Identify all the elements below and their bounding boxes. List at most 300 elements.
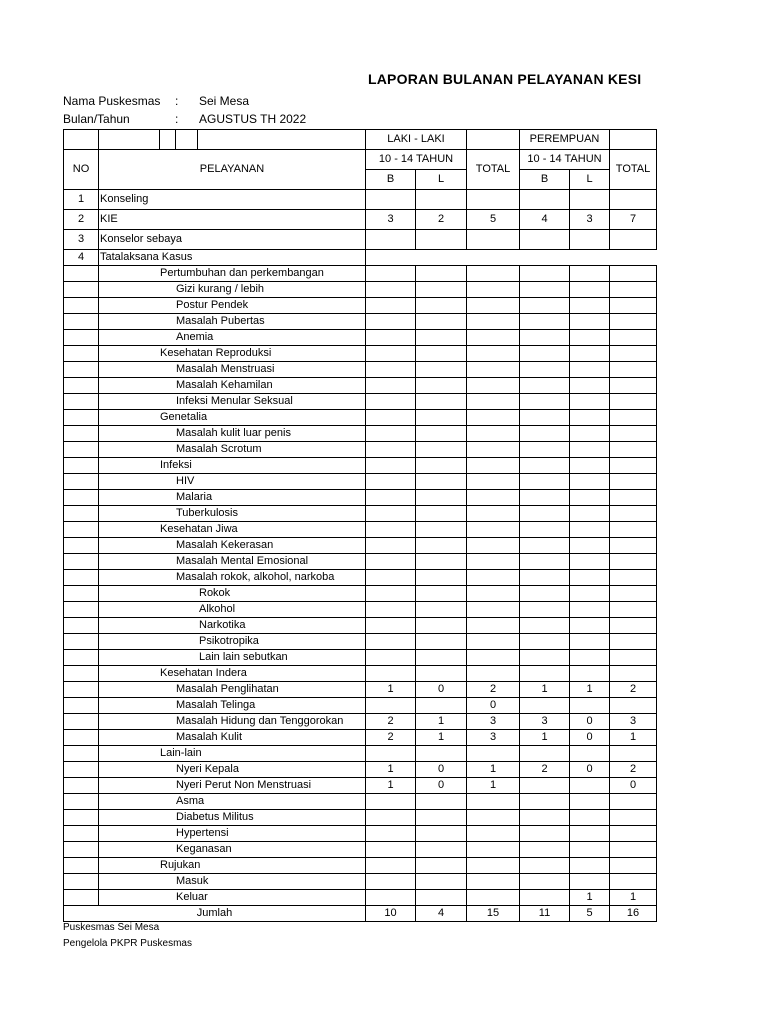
row-no <box>64 490 99 506</box>
value-cell <box>416 266 467 282</box>
value-cell: 1 <box>520 682 570 698</box>
value-cell <box>366 810 416 826</box>
value-cell <box>467 570 520 586</box>
value-cell <box>610 586 657 602</box>
value-cell <box>570 458 610 474</box>
row-no <box>64 442 99 458</box>
value-cell <box>416 666 467 682</box>
value-cell <box>416 230 467 250</box>
table-row <box>64 314 657 330</box>
value-cell <box>570 778 610 794</box>
row-label: Lain lain sebutkan <box>99 650 366 666</box>
value-cell <box>416 746 467 762</box>
value-cell <box>520 634 570 650</box>
row-no <box>64 826 99 842</box>
table-row <box>64 394 657 410</box>
row-no <box>64 618 99 634</box>
table-row <box>64 378 657 394</box>
value-cell <box>520 618 570 634</box>
row-no <box>64 778 99 794</box>
row-no <box>64 714 99 730</box>
value-cell <box>520 522 570 538</box>
puskesmas-separator: : <box>175 94 179 108</box>
row-no <box>64 362 99 378</box>
value-cell <box>467 618 520 634</box>
row-no: 4 <box>64 250 99 266</box>
value-cell <box>610 346 657 362</box>
value-cell <box>416 570 467 586</box>
value-cell <box>366 330 416 346</box>
periode-value: AGUSTUS TH 2022 <box>199 112 307 126</box>
value-cell <box>467 666 520 682</box>
jumlah-row <box>64 906 657 922</box>
value-cell <box>416 190 467 210</box>
table-row <box>64 874 657 890</box>
row-label: KIE <box>99 210 366 230</box>
jumlah-value: 16 <box>610 906 657 922</box>
value-cell <box>520 874 570 890</box>
value-cell <box>366 250 416 266</box>
value-cell <box>366 362 416 378</box>
row-no <box>64 634 99 650</box>
value-cell <box>570 506 610 522</box>
row-no <box>64 570 99 586</box>
puskesmas-value: Sei Mesa <box>199 94 250 108</box>
value-cell: 0 <box>570 762 610 778</box>
value-cell <box>570 346 610 362</box>
value-cell <box>520 330 570 346</box>
value-cell <box>520 266 570 282</box>
header-l-laki: L <box>416 170 467 190</box>
value-cell <box>520 650 570 666</box>
value-cell <box>610 858 657 874</box>
value-cell <box>366 858 416 874</box>
value-cell <box>467 458 520 474</box>
value-cell <box>570 474 610 490</box>
value-cell: 1 <box>520 730 570 746</box>
value-cell <box>520 698 570 714</box>
value-cell <box>570 586 610 602</box>
value-cell <box>467 602 520 618</box>
header-perempuan: PEREMPUAN <box>520 130 610 150</box>
value-cell <box>570 810 610 826</box>
value-cell <box>520 842 570 858</box>
row-label: Masalah Kehamilan <box>99 378 366 394</box>
value-cell <box>416 442 467 458</box>
value-cell <box>467 874 520 890</box>
value-cell <box>610 810 657 826</box>
value-cell <box>366 698 416 714</box>
value-cell <box>570 874 610 890</box>
row-label: Rokok <box>99 586 366 602</box>
value-cell <box>570 190 610 210</box>
value-cell <box>366 378 416 394</box>
value-cell <box>520 778 570 794</box>
value-cell <box>570 410 610 426</box>
table-row <box>64 714 657 730</box>
value-cell <box>520 426 570 442</box>
value-cell <box>520 250 570 266</box>
value-cell <box>366 458 416 474</box>
row-label: Masalah Pubertas <box>99 314 366 330</box>
value-cell <box>416 394 467 410</box>
value-cell <box>570 602 610 618</box>
table-row <box>64 538 657 554</box>
table-row <box>64 442 657 458</box>
value-cell <box>467 394 520 410</box>
value-cell: 1 <box>570 682 610 698</box>
value-cell <box>416 378 467 394</box>
value-cell <box>610 666 657 682</box>
value-cell <box>610 506 657 522</box>
value-cell <box>520 538 570 554</box>
value-cell <box>467 522 520 538</box>
row-label: Genetalia <box>99 410 366 426</box>
value-cell <box>416 346 467 362</box>
value-cell <box>570 650 610 666</box>
value-cell <box>366 666 416 682</box>
value-cell <box>467 190 520 210</box>
value-cell <box>520 586 570 602</box>
row-no <box>64 522 99 538</box>
value-cell <box>467 410 520 426</box>
value-cell: 3 <box>570 210 610 230</box>
value-cell <box>570 746 610 762</box>
value-cell: 0 <box>570 714 610 730</box>
value-cell <box>416 474 467 490</box>
value-cell <box>570 362 610 378</box>
value-cell <box>366 842 416 858</box>
row-no: 1 <box>64 190 99 210</box>
value-cell <box>467 890 520 906</box>
row-no <box>64 266 99 282</box>
value-cell <box>467 650 520 666</box>
value-cell <box>366 570 416 586</box>
value-cell: 3 <box>467 714 520 730</box>
value-cell <box>610 362 657 378</box>
table-row <box>64 586 657 602</box>
header-age-perempuan: 10 - 14 TAHUN <box>520 150 610 170</box>
header-age-laki: 10 - 14 TAHUN <box>366 150 467 170</box>
header-blank-cell <box>176 130 198 150</box>
value-cell <box>520 474 570 490</box>
value-cell: 1 <box>416 714 467 730</box>
header-laki: LAKI - LAKI <box>366 130 467 150</box>
value-cell <box>366 490 416 506</box>
value-cell <box>467 634 520 650</box>
value-cell <box>520 570 570 586</box>
value-cell <box>467 426 520 442</box>
row-no <box>64 554 99 570</box>
value-cell <box>366 346 416 362</box>
value-cell <box>467 506 520 522</box>
value-cell <box>467 230 520 250</box>
row-label: Keganasan <box>99 842 366 858</box>
value-cell: 1 <box>570 890 610 906</box>
value-cell <box>570 442 610 458</box>
value-cell: 2 <box>366 730 416 746</box>
row-no <box>64 666 99 682</box>
value-cell <box>467 330 520 346</box>
row-label: Anemia <box>99 330 366 346</box>
row-no: 2 <box>64 210 99 230</box>
value-cell <box>416 554 467 570</box>
value-cell <box>610 634 657 650</box>
row-label: Masalah Kekerasan <box>99 538 366 554</box>
value-cell <box>416 362 467 378</box>
value-cell <box>467 538 520 554</box>
value-cell: 5 <box>467 210 520 230</box>
table-row <box>64 666 657 682</box>
value-cell <box>416 330 467 346</box>
value-cell: 1 <box>366 682 416 698</box>
row-label: Masalah Hidung dan Tenggorokan <box>99 714 366 730</box>
value-cell <box>416 874 467 890</box>
value-cell <box>416 618 467 634</box>
value-cell <box>467 810 520 826</box>
table-row <box>64 474 657 490</box>
table-row <box>64 230 657 250</box>
value-cell <box>570 618 610 634</box>
value-cell <box>467 474 520 490</box>
value-cell <box>467 794 520 810</box>
row-label: Hypertensi <box>99 826 366 842</box>
row-label: Narkotika <box>99 618 366 634</box>
value-cell <box>570 522 610 538</box>
value-cell <box>366 554 416 570</box>
table-row <box>64 762 657 778</box>
value-cell <box>366 586 416 602</box>
table-row <box>64 282 657 298</box>
row-no <box>64 506 99 522</box>
table-row <box>64 250 657 266</box>
table-row <box>64 602 657 618</box>
value-cell <box>610 618 657 634</box>
row-label: Masalah Penglihatan <box>99 682 366 698</box>
value-cell <box>416 538 467 554</box>
value-cell <box>467 554 520 570</box>
value-cell <box>467 490 520 506</box>
row-label: Asma <box>99 794 366 810</box>
value-cell <box>366 826 416 842</box>
value-cell <box>610 474 657 490</box>
value-cell <box>610 794 657 810</box>
row-no <box>64 682 99 698</box>
header-blank-cell <box>610 130 657 150</box>
value-cell <box>416 506 467 522</box>
jumlah-value: 10 <box>366 906 416 922</box>
value-cell <box>467 826 520 842</box>
row-label: Rujukan <box>99 858 366 874</box>
value-cell <box>610 394 657 410</box>
row-no <box>64 394 99 410</box>
value-cell <box>610 522 657 538</box>
value-cell: 2 <box>520 762 570 778</box>
value-cell: 0 <box>610 778 657 794</box>
value-cell <box>570 858 610 874</box>
table-row <box>64 650 657 666</box>
value-cell <box>610 314 657 330</box>
report-table <box>63 129 657 922</box>
row-no <box>64 378 99 394</box>
value-cell: 2 <box>610 762 657 778</box>
value-cell <box>570 378 610 394</box>
table-row <box>64 210 657 230</box>
table-row <box>64 634 657 650</box>
row-no <box>64 874 99 890</box>
value-cell <box>610 602 657 618</box>
value-cell <box>610 426 657 442</box>
table-row <box>64 190 657 210</box>
table-row <box>64 570 657 586</box>
value-cell: 2 <box>610 682 657 698</box>
value-cell <box>520 298 570 314</box>
value-cell: 1 <box>467 778 520 794</box>
header-no: NO <box>64 150 99 190</box>
jumlah-value: 15 <box>467 906 520 922</box>
value-cell <box>610 378 657 394</box>
header-total-perempuan: TOTAL <box>610 150 657 190</box>
table-row <box>64 346 657 362</box>
value-cell <box>570 826 610 842</box>
value-cell <box>467 250 520 266</box>
row-no <box>64 314 99 330</box>
value-cell <box>366 410 416 426</box>
table-row <box>64 330 657 346</box>
value-cell <box>520 346 570 362</box>
jumlah-value: 5 <box>570 906 610 922</box>
value-cell: 2 <box>467 682 520 698</box>
value-cell: 3 <box>366 210 416 230</box>
row-label: Konseling <box>99 190 366 210</box>
row-label: Masalah Kulit <box>99 730 366 746</box>
row-label: Infeksi <box>99 458 366 474</box>
row-label: Masuk <box>99 874 366 890</box>
table-row <box>64 810 657 826</box>
value-cell <box>570 666 610 682</box>
value-cell <box>416 458 467 474</box>
report-title: LAPORAN BULANAN PELAYANAN KESI <box>368 71 642 87</box>
value-cell <box>520 746 570 762</box>
row-no <box>64 890 99 906</box>
value-cell <box>467 346 520 362</box>
value-cell <box>416 490 467 506</box>
value-cell <box>520 230 570 250</box>
value-cell: 0 <box>416 682 467 698</box>
row-no <box>64 586 99 602</box>
row-no <box>64 746 99 762</box>
row-label: Masalah Scrotum <box>99 442 366 458</box>
value-cell <box>467 266 520 282</box>
row-no <box>64 426 99 442</box>
value-cell <box>520 314 570 330</box>
row-no <box>64 538 99 554</box>
table-row <box>64 746 657 762</box>
value-cell <box>366 746 416 762</box>
row-label: Pertumbuhan dan perkembangan <box>99 266 366 282</box>
value-cell <box>610 282 657 298</box>
value-cell <box>416 426 467 442</box>
value-cell <box>570 298 610 314</box>
value-cell <box>610 298 657 314</box>
value-cell: 1 <box>366 762 416 778</box>
value-cell <box>416 410 467 426</box>
value-cell <box>467 842 520 858</box>
value-cell: 3 <box>610 714 657 730</box>
row-no <box>64 794 99 810</box>
value-cell <box>467 362 520 378</box>
value-cell <box>520 826 570 842</box>
table-row <box>64 298 657 314</box>
value-cell <box>570 634 610 650</box>
row-no <box>64 298 99 314</box>
row-label: Tatalaksana Kasus <box>99 250 366 266</box>
row-no <box>64 410 99 426</box>
row-no <box>64 346 99 362</box>
row-no <box>64 602 99 618</box>
table-row <box>64 618 657 634</box>
value-cell <box>520 794 570 810</box>
value-cell <box>570 570 610 586</box>
value-cell <box>366 794 416 810</box>
value-cell <box>610 554 657 570</box>
puskesmas-label: Nama Puskesmas <box>63 94 161 108</box>
value-cell: 2 <box>366 714 416 730</box>
value-cell <box>416 298 467 314</box>
row-label: Masalah Telinga <box>99 698 366 714</box>
value-cell <box>366 230 416 250</box>
value-cell <box>520 190 570 210</box>
jumlah-value: 4 <box>416 906 467 922</box>
row-no: 3 <box>64 230 99 250</box>
value-cell <box>366 890 416 906</box>
value-cell <box>520 378 570 394</box>
value-cell <box>416 602 467 618</box>
header-blank-cell <box>160 130 176 150</box>
value-cell: 2 <box>416 210 467 230</box>
value-cell <box>570 394 610 410</box>
value-cell <box>467 586 520 602</box>
value-cell <box>366 650 416 666</box>
row-label: Postur Pendek <box>99 298 366 314</box>
value-cell <box>366 538 416 554</box>
row-label: Masalah rokok, alkohol, narkoba <box>99 570 366 586</box>
value-cell <box>570 842 610 858</box>
value-cell <box>610 842 657 858</box>
table-row <box>64 362 657 378</box>
value-cell <box>416 858 467 874</box>
value-cell <box>416 634 467 650</box>
row-label: Kesehatan Reproduksi <box>99 346 366 362</box>
table-row <box>64 890 657 906</box>
row-label: Kesehatan Indera <box>99 666 366 682</box>
value-cell <box>610 698 657 714</box>
row-label: Keluar <box>99 890 366 906</box>
value-cell <box>520 394 570 410</box>
row-label: Infeksi Menular Seksual <box>99 394 366 410</box>
value-cell <box>610 230 657 250</box>
value-cell: 7 <box>610 210 657 230</box>
value-cell <box>520 666 570 682</box>
header-b-perempuan: B <box>520 170 570 190</box>
row-label: Masalah kulit luar penis <box>99 426 366 442</box>
row-label: Nyeri Kepala <box>99 762 366 778</box>
value-cell <box>366 266 416 282</box>
value-cell: 1 <box>467 762 520 778</box>
value-cell: 3 <box>467 730 520 746</box>
value-cell <box>366 394 416 410</box>
value-cell <box>467 298 520 314</box>
